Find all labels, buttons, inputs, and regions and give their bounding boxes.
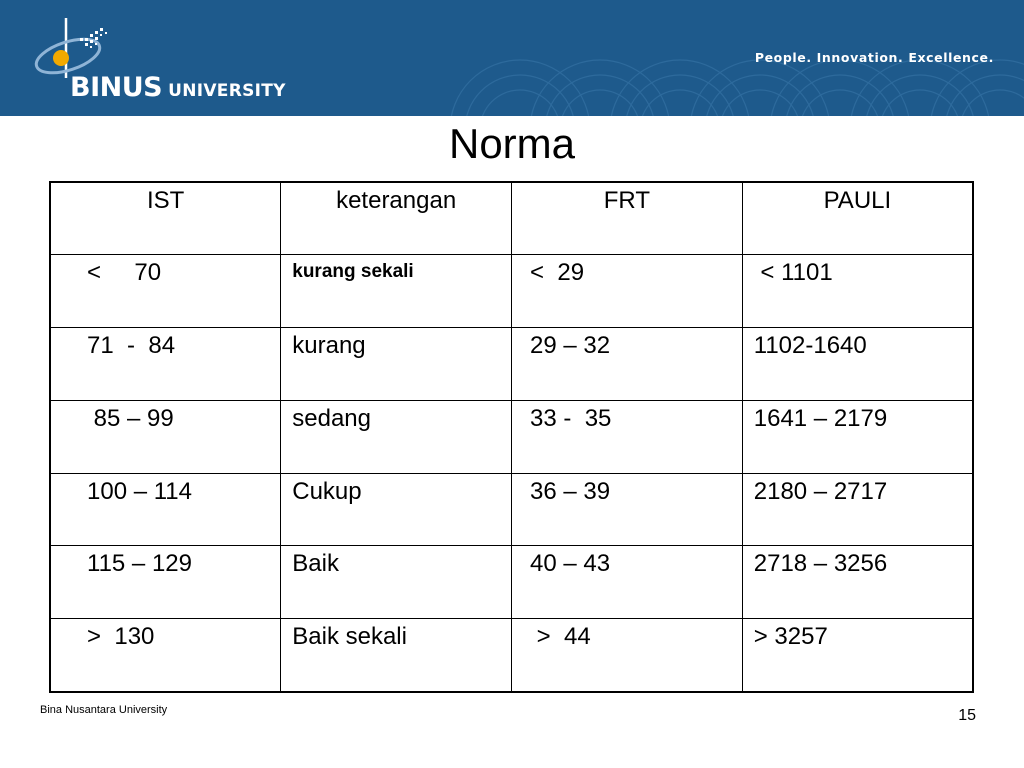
logo-wordmark [70, 72, 286, 103]
cell-keterangan: kurang sekali [281, 255, 512, 328]
header-frt: FRT [512, 182, 743, 255]
cell-pauli: > 3257 [742, 619, 973, 692]
cell-frt: < 29 [512, 255, 743, 328]
footer-institution: Bina Nusantara University [40, 704, 168, 716]
logo-brand-name: BINUS [70, 72, 163, 103]
table-row [50, 546, 973, 619]
cell-frt: 33 - 35 [512, 400, 743, 473]
cell-ist: 115 – 129 [50, 546, 281, 619]
cell-frt: 40 – 43 [512, 546, 743, 619]
cell-ist: 100 – 114 [50, 473, 281, 546]
norma-table [49, 181, 974, 693]
cell-ist: > 130 [50, 619, 281, 692]
cell-pauli: < 1101 [742, 255, 973, 328]
header-keterangan: keterangan [281, 182, 512, 255]
cell-pauli: 2718 – 3256 [742, 546, 973, 619]
cell-ist: < 70 [50, 255, 281, 328]
cell-keterangan: Cukup [281, 473, 512, 546]
cell-frt: 36 – 39 [512, 473, 743, 546]
logo-brand-suffix: UNIVERSITY [168, 81, 286, 101]
header-pauli: PAULI [742, 182, 973, 255]
tagline: People. Innovation. Excellence. [754, 50, 994, 65]
norma-table-container [49, 181, 974, 691]
cell-frt: 29 – 32 [512, 328, 743, 401]
cell-keterangan: Baik sekali [281, 619, 512, 692]
cell-ist: 71 - 84 [50, 328, 281, 401]
binus-logo [28, 16, 308, 106]
cell-pauli: 2180 – 2717 [742, 473, 973, 546]
cell-keterangan: Baik [281, 546, 512, 619]
page-title: Norma [448, 120, 576, 167]
header-ist: IST [50, 182, 281, 255]
cell-keterangan: kurang [281, 328, 512, 401]
table-row [50, 400, 973, 473]
header-band [0, 0, 1024, 116]
table-row [50, 619, 973, 692]
table-header-row [50, 182, 973, 255]
cell-keterangan: sedang [281, 400, 512, 473]
page-number: 15 [958, 707, 976, 724]
table-row [50, 473, 973, 546]
cell-frt: > 44 [512, 619, 743, 692]
cell-pauli: 1102-1640 [742, 328, 973, 401]
cell-pauli: 1641 – 2179 [742, 400, 973, 473]
cell-ist: 85 – 99 [50, 400, 281, 473]
table-row [50, 328, 973, 401]
table-row [50, 255, 973, 328]
